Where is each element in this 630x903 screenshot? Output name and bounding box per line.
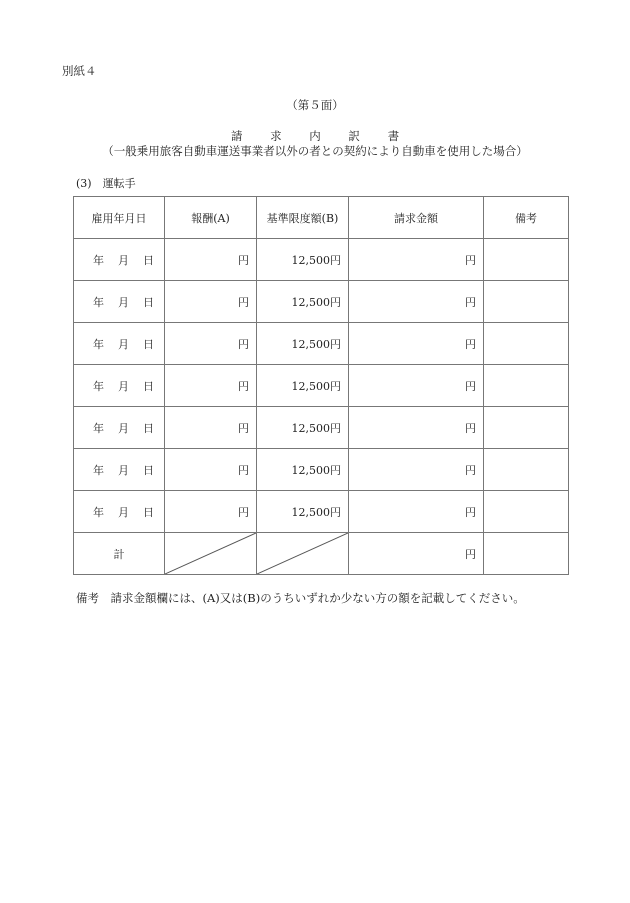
remarks-field[interactable] [484, 491, 569, 533]
month-label: 月 [118, 253, 129, 267]
reward-field[interactable]: 円 [165, 239, 257, 281]
remarks-field[interactable] [484, 365, 569, 407]
reward-field[interactable]: 円 [165, 491, 257, 533]
remarks-field[interactable] [484, 323, 569, 365]
year-label: 年 [93, 421, 104, 435]
claim-amount-field[interactable]: 円 [349, 323, 484, 365]
claim-breakdown-table [73, 196, 569, 575]
header-limit: 基準限度額(B) [257, 197, 349, 239]
remarks-field[interactable] [484, 239, 569, 281]
day-label: 日 [143, 379, 154, 393]
page-label: （第５面） [286, 98, 344, 112]
day-label: 日 [143, 295, 154, 309]
employment-date-field[interactable] [74, 365, 165, 407]
claim-amount-field[interactable]: 円 [349, 281, 484, 323]
year-label: 年 [93, 295, 104, 309]
table-row [74, 239, 569, 281]
table-row [74, 407, 569, 449]
reward-field[interactable]: 円 [165, 365, 257, 407]
month-label: 月 [118, 463, 129, 477]
employment-date-field[interactable] [74, 449, 165, 491]
claim-amount-field[interactable]: 円 [349, 407, 484, 449]
day-label: 日 [143, 463, 154, 477]
header-employment-date: 雇用年月日 [74, 197, 165, 239]
table-row [74, 281, 569, 323]
day-label: 日 [143, 505, 154, 519]
year-label: 年 [93, 253, 104, 267]
attachment-label: 別紙４ [62, 64, 97, 78]
total-claim-field[interactable]: 円 [349, 533, 484, 575]
claim-amount-field[interactable]: 円 [349, 239, 484, 281]
year-label: 年 [93, 505, 104, 519]
year-label: 年 [93, 379, 104, 393]
employment-date-field[interactable] [74, 323, 165, 365]
limit-amount: 12,500円 [257, 449, 349, 491]
limit-amount: 12,500円 [257, 365, 349, 407]
diagonal-line-icon [257, 533, 348, 574]
title-char: 書 [387, 129, 400, 143]
year-label: 年 [93, 337, 104, 351]
header-claim-amount: 請求金額 [349, 197, 484, 239]
month-label: 月 [118, 337, 129, 351]
remarks-field[interactable] [484, 281, 569, 323]
reward-field[interactable]: 円 [165, 323, 257, 365]
limit-amount: 12,500円 [257, 491, 349, 533]
reward-field[interactable]: 円 [165, 281, 257, 323]
employment-date-field[interactable] [74, 491, 165, 533]
document-title [0, 128, 630, 144]
claim-amount-field[interactable]: 円 [349, 365, 484, 407]
title-char: 請 [230, 129, 243, 143]
total-reward-cell-crossed [165, 533, 257, 575]
month-label: 月 [118, 421, 129, 435]
day-label: 日 [143, 337, 154, 351]
employment-date-field[interactable] [74, 407, 165, 449]
limit-amount: 12,500円 [257, 407, 349, 449]
table-row [74, 449, 569, 491]
day-label: 日 [143, 253, 154, 267]
table-row [74, 365, 569, 407]
month-label: 月 [118, 505, 129, 519]
claim-amount-field[interactable]: 円 [349, 449, 484, 491]
title-char: 求 [270, 129, 282, 143]
remarks-field[interactable] [484, 407, 569, 449]
total-label: 計 [74, 533, 165, 575]
month-label: 月 [118, 295, 129, 309]
total-limit-cell-crossed [257, 533, 349, 575]
day-label: 日 [143, 421, 154, 435]
section-label: (3) 運転手 [76, 177, 136, 190]
employment-date-field[interactable] [74, 239, 165, 281]
footnote: 備考 請求金額欄には、(A)又は(B)のうちいずれか少ない方の額を記載してください。 [76, 591, 525, 605]
reward-field[interactable]: 円 [165, 449, 257, 491]
table-row [74, 491, 569, 533]
total-row [74, 533, 569, 575]
limit-amount: 12,500円 [257, 323, 349, 365]
reward-field[interactable]: 円 [165, 407, 257, 449]
header-reward: 報酬(A) [165, 197, 257, 239]
title-char: 内 [309, 129, 321, 143]
document-subtitle: （一般乗用旅客自動車運送事業者以外の者との契約により自動車を使用した場合） [102, 144, 528, 158]
header-remarks: 備考 [484, 197, 569, 239]
year-label: 年 [93, 463, 104, 477]
table-row [74, 323, 569, 365]
limit-amount: 12,500円 [257, 281, 349, 323]
title-char: 訳 [348, 129, 360, 143]
employment-date-field[interactable] [74, 281, 165, 323]
month-label: 月 [118, 379, 129, 393]
total-remarks-field[interactable] [484, 533, 569, 575]
table-header-row [74, 197, 569, 239]
diagonal-line-icon [165, 533, 256, 574]
claim-amount-field[interactable]: 円 [349, 491, 484, 533]
remarks-field[interactable] [484, 449, 569, 491]
limit-amount: 12,500円 [257, 239, 349, 281]
